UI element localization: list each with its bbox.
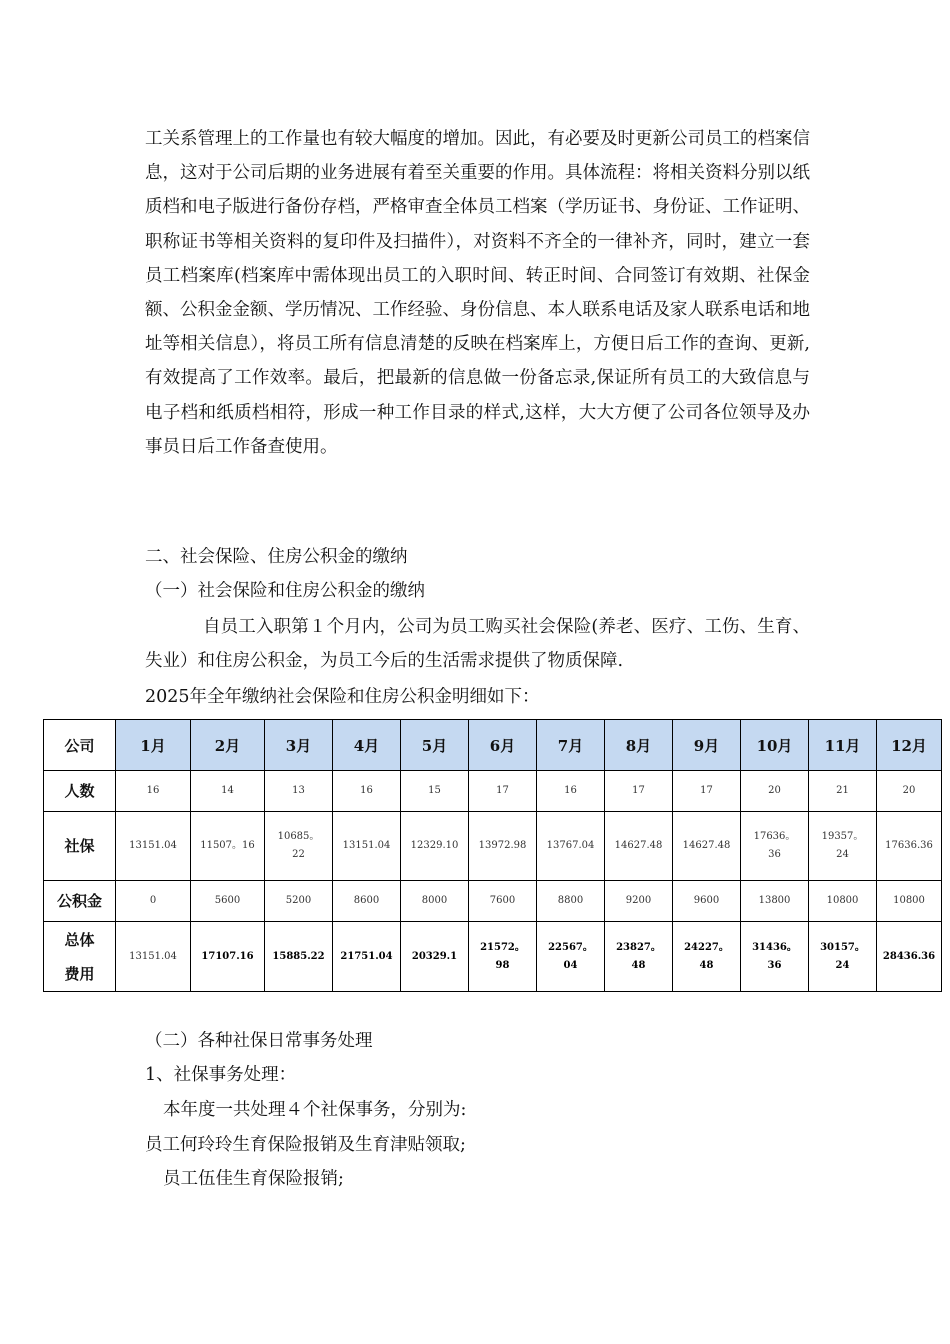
table-cell: 8000 — [401, 881, 469, 922]
month-header: 4月 — [333, 720, 401, 771]
table-cell: 16 — [116, 771, 191, 812]
table-cell: 15 — [401, 771, 469, 812]
item-1-entry: 员工伍佳生育保险报销; — [163, 1169, 344, 1189]
subsection-2-heading: （二）各种社保日常事务处理 — [145, 1031, 373, 1051]
table-cell: 20 — [741, 771, 809, 812]
month-header: 7月 — [537, 720, 605, 771]
table-row-headcount — [44, 771, 942, 812]
table-cell: 30157。24 — [809, 922, 877, 992]
table-cell: 31436。36 — [741, 922, 809, 992]
table-cell: 7600 — [469, 881, 537, 922]
table-cell: 5600 — [191, 881, 265, 922]
table-cell: 13151.04 — [116, 922, 191, 992]
table-cell: 17 — [469, 771, 537, 812]
row-label-headcount: 人数 — [44, 771, 116, 812]
table-cell: 10800 — [809, 881, 877, 922]
table-cell: 17636。36 — [741, 812, 809, 881]
table-header-row — [44, 720, 942, 771]
table-row-housing-fund — [44, 881, 942, 922]
section-2-heading: 二、社会保险、住房公积金的缴纳 — [145, 547, 408, 567]
insurance-fund-table — [43, 719, 942, 992]
table-cell: 13151.04 — [333, 812, 401, 881]
month-header: 2月 — [191, 720, 265, 771]
table-cell: 16 — [537, 771, 605, 812]
item-1-intro: 本年度一共处理４个社保事务，分别为: — [163, 1100, 467, 1120]
table-cell: 10685。22 — [265, 812, 333, 881]
month-header: 10月 — [741, 720, 809, 771]
month-header: 8月 — [605, 720, 673, 771]
table-cell: 9200 — [605, 881, 673, 922]
subsection-1-heading: （一）社会保险和住房公积金的缴纳 — [145, 581, 425, 601]
table-cell: 15885.22 — [265, 922, 333, 992]
table-cell: 21572。98 — [469, 922, 537, 992]
table-cell: 5200 — [265, 881, 333, 922]
table-cell: 13767.04 — [537, 812, 605, 881]
table-cell: 13151.04 — [116, 812, 191, 881]
table-cell: 19357。24 — [809, 812, 877, 881]
month-header: 12月 — [877, 720, 942, 771]
table-cell: 20329.1 — [401, 922, 469, 992]
table-cell: 8800 — [537, 881, 605, 922]
row-label-social-insurance: 社保 — [44, 812, 116, 881]
table-cell: 17107.16 — [191, 922, 265, 992]
table-cell: 21 — [809, 771, 877, 812]
month-header: 1月 — [116, 720, 191, 771]
table-cell: 23827。48 — [605, 922, 673, 992]
table-cell: 13 — [265, 771, 333, 812]
table-cell: 17 — [673, 771, 741, 812]
table-cell: 14 — [191, 771, 265, 812]
month-header: 9月 — [673, 720, 741, 771]
item-1-heading: 1、社保事务处理： — [145, 1065, 297, 1085]
table-cell: 9600 — [673, 881, 741, 922]
subsection-1-paragraph: 自员工入职第１个月内，公司为员工购买社会保险(养老、医疗、工伤、生育、失业）和住房公积金，为员工今后的生活需求提供了物质保障. — [145, 617, 810, 672]
table-cell: 13972.98 — [469, 812, 537, 881]
table-cell: 10800 — [877, 881, 942, 922]
table-cell: 14627.48 — [605, 812, 673, 881]
month-header: 11月 — [809, 720, 877, 771]
body-paragraph: 工关系管理上的工作量也有较大幅度的增加。因此，有必要及时更新公司员工的档案信息，这对于公司后期的业务进展有着至关重要的作用。具体流程：将相关资料分别以纸质档和电子版进行备份存档，严格审查全体员工档案（学历证书、身份证、工作证明、职称证书等相关资料的复印件及扫描件），对资料不齐全的一律补齐，同时，建立一套员工档案库(档案库中需体现出员工的入职时间、转正时间、合同签订有效期、社保金额、公积金金额、学历情况、工作经验、身份信息、本人联系电话及家人联系电话和地址等相关信息），将员工所有信息清楚的反映在档案库上，方便日后工作的查询、更新,有效提高了工作效率。最后，把最新的信息做一份备忘录,保证所有员工的大致信息与电子档和纸质档相符，形成一种工作目录的样式,这样，大大方便了公司各位领导及办事员日后工作备查使用。 — [145, 129, 810, 457]
month-header: 3月 — [265, 720, 333, 771]
table-cell: 13800 — [741, 881, 809, 922]
table-cell: 14627.48 — [673, 812, 741, 881]
table-cell: 21751.04 — [333, 922, 401, 992]
table-cell: 17636.36 — [877, 812, 942, 881]
table-cell: 11507。16 — [191, 812, 265, 881]
table-intro: 2025年全年缴纳社会保险和住房公积金明细如下： — [145, 687, 540, 707]
table-cell: 28436.36 — [877, 922, 942, 992]
row-label-housing-fund: 公积金 — [44, 881, 116, 922]
table-cell: 16 — [333, 771, 401, 812]
table-cell: 22567。04 — [537, 922, 605, 992]
table-row-social-insurance — [44, 812, 942, 881]
table-cell: 0 — [116, 881, 191, 922]
table-corner-header: 公司 — [44, 720, 116, 771]
table-cell: 24227。48 — [673, 922, 741, 992]
row-label-total-cost: 总体费用 — [44, 922, 116, 992]
table-row-total-cost — [44, 922, 942, 992]
month-header: 6月 — [469, 720, 537, 771]
table-cell: 17 — [605, 771, 673, 812]
table-cell: 8600 — [333, 881, 401, 922]
table-cell: 20 — [877, 771, 942, 812]
table-cell: 12329.10 — [401, 812, 469, 881]
item-1-entry: 员工何玲玲生育保险报销及生育津贴领取; — [145, 1135, 466, 1155]
month-header: 5月 — [401, 720, 469, 771]
